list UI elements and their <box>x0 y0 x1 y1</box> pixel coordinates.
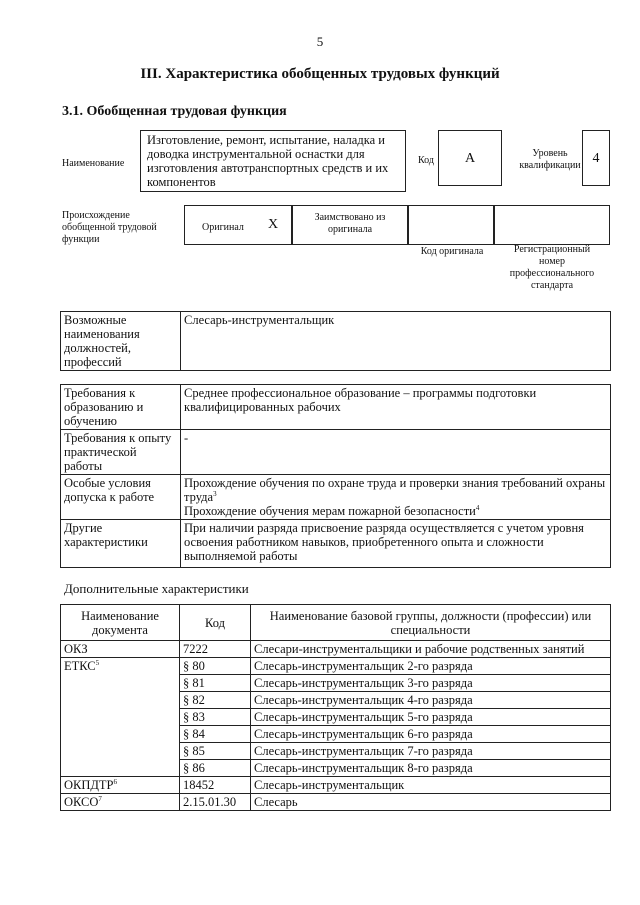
row-doc <box>61 794 180 811</box>
row-code: § 86 <box>180 760 251 777</box>
positions-table <box>60 311 611 371</box>
origin-label: Происхождение обобщенной трудовой функции <box>62 210 157 245</box>
header-doc: Наименование документа <box>61 605 180 641</box>
requirements-label: Требования к опыту практической работы <box>61 430 181 475</box>
header-name: Наименование базовой группы, должности (профессии) или специальности <box>251 605 611 641</box>
requirements-value: Среднее профессиональное образование – программы подготовки квалифицированных рабочих <box>181 385 611 430</box>
row-doc-text: ОКЗ <box>64 642 88 656</box>
code-original-box <box>408 205 494 245</box>
header-code: Код <box>180 605 251 641</box>
page-number: 5 <box>316 34 324 49</box>
level-value: 4 <box>592 151 600 166</box>
requirements-label: Требования к образованию и обучению <box>61 385 181 430</box>
requirements-label: Особые условия допуска к работе <box>61 475 181 520</box>
subsection-title: 3.1. Обобщенная трудовая функция <box>62 104 287 119</box>
table-row <box>61 658 611 675</box>
requirements-row <box>61 520 611 568</box>
row-name: Слесарь-инструментальщик <box>251 777 611 794</box>
row-name: Слесарь-инструментальщик 8-го разряда <box>251 760 611 777</box>
requirements-table <box>60 384 611 568</box>
requirements-value: - <box>181 430 611 475</box>
additional-table <box>60 604 611 811</box>
requirements-value <box>181 475 611 520</box>
row-code: § 81 <box>180 675 251 692</box>
row-code: § 83 <box>180 709 251 726</box>
code-original-label: Код оригинала <box>420 246 484 257</box>
special-conditions-text-2: Прохождение обучения мерам пожарной безопасности <box>184 504 476 518</box>
row-doc <box>61 641 180 658</box>
code-value-box <box>438 130 502 186</box>
row-doc <box>61 777 180 794</box>
row-name: Слесарь-инструментальщик 5-го разряда <box>251 709 611 726</box>
row-doc-text: ОКПДТР <box>64 778 114 792</box>
special-conditions-text-1: Прохождение обучения по охране труда и проверки знания требований охраны труда <box>184 476 606 504</box>
row-doc-text: ЕТКС <box>64 659 96 673</box>
level-value-box <box>582 130 610 186</box>
positions-label: Возможные наименования должностей, профессий <box>61 312 181 371</box>
row-code: § 82 <box>180 692 251 709</box>
name-label: Наименование <box>62 158 125 169</box>
row-name: Слесарь-инструментальщик 3-го разряда <box>251 675 611 692</box>
row-code: § 85 <box>180 743 251 760</box>
original-mark: X <box>268 217 279 232</box>
requirements-label: Другие характеристики <box>61 520 181 568</box>
reg-number-box <box>494 205 610 245</box>
level-label: Уровень квалификации <box>519 148 581 171</box>
code-label: Код <box>418 155 434 166</box>
table-row <box>61 777 611 794</box>
additional-title: Дополнительные характеристики <box>64 581 249 596</box>
row-name: Слесарь-инструментальщик 6-го разряда <box>251 726 611 743</box>
requirements-row <box>61 430 611 475</box>
code-value: А <box>464 151 476 166</box>
function-name-box <box>140 130 406 192</box>
row-name: Слесарь-инструментальщик 7-го разряда <box>251 743 611 760</box>
additional-header-row <box>61 605 611 641</box>
requirements-value: При наличии разряда присвоение разряда осуществляется с учетом уровня освоения работником навыков, приобретенного опыта и сложности выполняемой работы <box>181 520 611 568</box>
original-label: Оригинал <box>202 222 244 233</box>
section-title: III. Характеристика обобщенных трудовых функций <box>140 66 500 82</box>
requirements-row <box>61 475 611 520</box>
row-code: 18452 <box>180 777 251 794</box>
borrowed-label: Заимствовано из оригинала <box>314 212 386 235</box>
table-row <box>61 794 611 811</box>
row-name: Слесарь-инструментальщик 2-го разряда <box>251 658 611 675</box>
row-doc-text: ОКСО <box>64 795 99 809</box>
row-code: § 84 <box>180 726 251 743</box>
table-row <box>61 641 611 658</box>
function-name-value: Изготовление, ремонт, испытание, наладка и доводка инструментальной оснастки для изготовления автотранспортных средств и их компонентов <box>147 133 389 189</box>
requirements-row <box>61 385 611 430</box>
reg-number-label: Регистрационный номер профессионального стандарта <box>509 244 595 291</box>
positions-value: Слесарь-инструментальщик <box>181 312 611 371</box>
footnote-ref: 3 <box>213 489 217 498</box>
row-doc <box>61 658 180 777</box>
row-code: § 80 <box>180 658 251 675</box>
row-code: 7222 <box>180 641 251 658</box>
footnote-ref: 4 <box>475 503 480 512</box>
footnote-ref: 5 <box>95 658 100 667</box>
row-code: 2.15.01.30 <box>180 794 251 811</box>
footnote-ref: 7 <box>98 794 102 803</box>
row-name: Слесарь-инструментальщик 4-го разряда <box>251 692 611 709</box>
footnote-ref: 6 <box>113 777 118 786</box>
row-name: Слесари-инструментальщики и рабочие родственных занятий <box>251 641 611 658</box>
row-name: Слесарь <box>251 794 611 811</box>
positions-row <box>61 312 611 371</box>
